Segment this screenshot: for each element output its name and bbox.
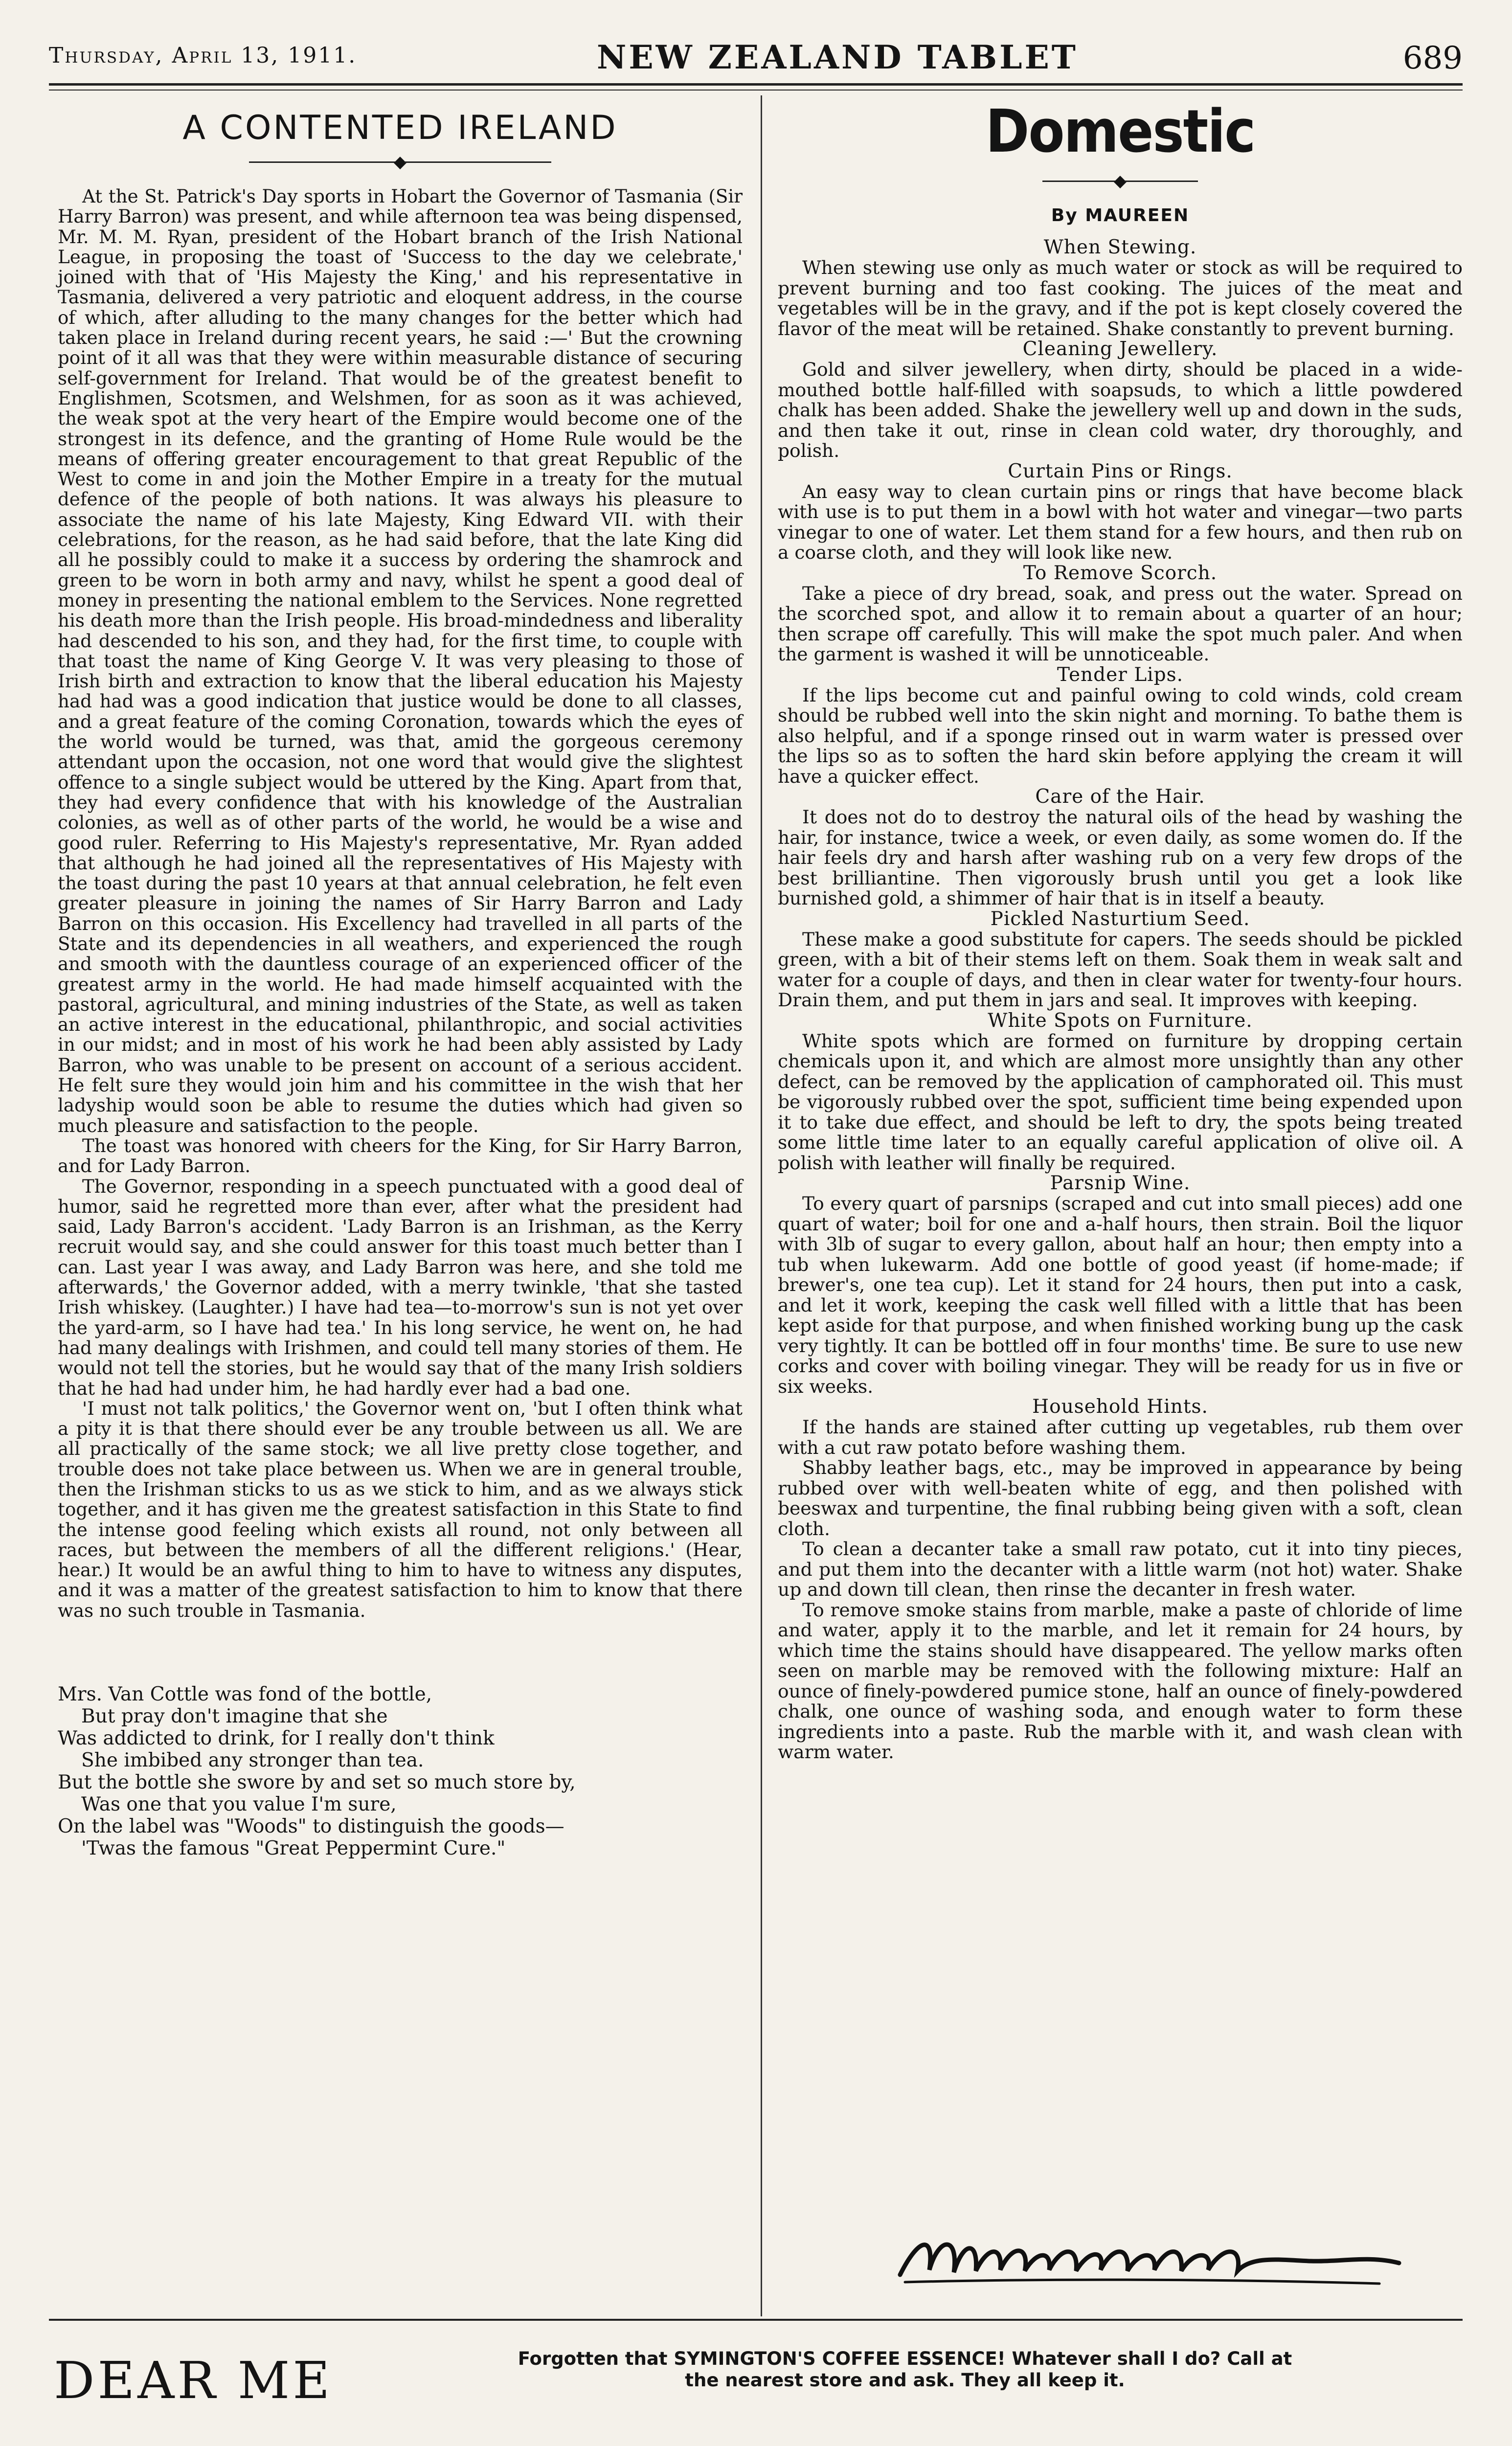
ad-line: the nearest store and ask. They all keep it.	[685, 2370, 1125, 2391]
right-column	[778, 98, 1463, 1763]
poem-line: She imbibed any stronger than tea.	[81, 1749, 424, 1772]
section-heading: Care of the Hair.	[1035, 786, 1205, 808]
coffee-essence-ad	[391, 2348, 1419, 2391]
title-ornament: ◆	[58, 152, 743, 172]
page-number: 689	[1402, 40, 1463, 76]
article-body	[58, 186, 743, 1621]
section-heading: Parsnip Wine.	[1050, 1172, 1191, 1194]
column-divider	[761, 95, 762, 2316]
section-paragraph: Gold and silver jewellery, when dirty, should be placed in a wide-mouthed bottle half-filled with soapsuds, to which a little powdered chalk has been added. Shake the jewellery well up and down in the suds, and then take it out, rinse in clean cold water, dry thoroughly, and polish.	[778, 359, 1463, 461]
ad-line: Forgotten that SYMINGTON'S COFFEE ESSENCE! Whatever shall I do? Call at	[518, 2348, 1292, 2369]
poem-line: But the bottle she swore by and set so much store by,	[58, 1771, 576, 1794]
domestic-ornament: ◆	[778, 171, 1463, 191]
section-heading: Cleaning Jewellery.	[1022, 338, 1218, 360]
poem-line: Was addicted to drink, for I really don't think	[58, 1727, 495, 1750]
domestic-title: Domestic	[985, 98, 1255, 166]
section-heading: Curtain Pins or Rings.	[1008, 460, 1233, 482]
section-heading: Tender Lips.	[1057, 663, 1184, 686]
footer-rule	[49, 2319, 1463, 2321]
header-rule-thin	[49, 90, 1463, 91]
page-header	[49, 38, 1463, 77]
signature-drawing	[890, 2216, 1414, 2289]
section-heading: Household Hints.	[1032, 1396, 1208, 1418]
section-paragraph: It does not do to destroy the natural oils of the head by washing the hair, for instance, twice a week, or even daily, as some women do. If the hair feels dry and harsh after washing rub on a very few drops of the best brilliantine. Then vigorously brush until you get a look like burnished gold, a shimmer of hair that is in itself a beauty.	[778, 806, 1463, 909]
byline: By MAUREEN	[1051, 205, 1190, 226]
domestic-body	[778, 237, 1463, 1763]
article-title: A CONTENTED IRELAND	[182, 109, 618, 147]
section-heading: Pickled Nasturtium Seed.	[990, 907, 1250, 930]
section-heading: White Spots on Furniture.	[988, 1009, 1253, 1032]
section-heading: To Remove Scorch.	[1023, 562, 1218, 584]
section-paragraph: To every quart of parsnips (scraped and cut into small pieces) add one quart of water; boil for one and a-half hours, then strain. Boil the liquor with 3lb of sugar to every gallon, about half an hour; then empty into a tub when lukewarm. Add one bottle of good yeast (if home-made; if brewer's, one tea cup). Let it stand for 24 hours, then put into a cask, and let it work, keeping the cask well filled with a little that has been kept aside for that purpose, and when finished working bung up the cask very tightly. It can be bottled off in four months' time. Be sure to use new corks and cover with boiling vinegar. They will be ready for us in five or six weeks.	[778, 1193, 1463, 1397]
article-paragraph: At the St. Patrick's Day sports in Hobart the Governor of Tasmania (Sir Harry Barron) was present, and while afternoon tea was being dispensed, Mr. M. M. Ryan, president of the Hobart branch of the Irish National League, in proposing the toast of 'Success to the day we celebrate,' joined with that of 'His Majesty the King,' and his representative in Tasmania, delivered a very patriotic and eloquent address, in the course of which, after alluding to the many changes for the better which had taken place in Ireland during recent years, he said :—' But the crowning point of it all was that they were within measurable distance of securing self-government for Ireland. That would be of the greatest benefit to Englishmen, Scotsmen, and Welshmen, for as soon as it was achieved, the weak spot at the very heart of the Empire would become one of the strongest in its defence, and the granting of Home Rule would be the means of offering greater encouragement to that great Republic of the West to come in and join the Mother Empire in a treaty for the mutual defence of the people of both nations. It was always his pleasure to associate the name of his late Majesty, King Edward VII. with their celebrations, for the reason, as he had said before, that the late King did all he possibly could to make it a success by ordering the shamrock and green to be worn in both army and navy, whilst he spent a good deal of money in presenting the national emblem to the Services. None regretted his death more than the Irish people. His broad-mindedness and liberality had descended to his son, and they had, for the first time, to couple with that toast the name of King George V. It was very pleasing to those of Irish birth and extraction to know that the liberal education his Majesty had had was a good indication that justice would be done to all classes, and a great feature of the coming Coronation, towards which the eyes of the world would be turned, was that, amid the gorgeous ceremony attendant upon the occasion, not one word that would give the slightest offence to a single subject would be uttered by the King. Apart from that, they had every confidence that with his knowledge of the Australian colonies, as well as of other parts of the world, he would be a wise and good ruler. Referring to His Majesty's representative, Mr. Ryan added that although he had joined all the representatives of His Majesty with the toast during the past 10 years at that annual celebration, he felt even greater pleasure in joining the names of Sir Harry Barron and Lady Barron on this occasion. His Excellency had travelled in all parts of the State and its dependencies in all weathers, and experienced the rough and smooth with the dauntless courage of an experienced officer of the greatest army in the world. He had made himself acquainted with the pastoral, agricultural, and mining industries of the State, as well as taken an active interest in the educational, philanthropic, and social activities in our midst; and in most of his work he had been ably assisted by Lady Barron, who was unable to be present on account of a serious accident. He felt sure they would join him and his committee in the wish that her ladyship would soon be able to resume the duties which had given so much pleasure and satisfaction to the people.	[58, 185, 743, 1136]
section-paragraph: To clean a decanter take a small raw potato, cut it into tiny pieces, and put them into the decanter with a little warm (not hot) water. Shake up and down till clean, then rinse the decanter in fresh water.	[778, 1538, 1463, 1600]
article-paragraph: The Governor, responding in a speech punctuated with a good deal of humor, said he regretted more than ever, after what the president had said, Lady Barron's accident. 'Lady Barron is an Irishman, as the Kerry recruit would say, and she could answer for this toast much better than I can. Last year I was away, and Lady Barron was here, and she told me afterwards,' the Governor added, with a merry twinkle, 'that she tasted Irish whiskey. (Laughter.) I have had tea—to-morrow's sun is not yet over the yard-arm, so I have had tea.' In his long service, he went on, he had had many dealings with Irishmen, and could tell many stories of them. He would not tell the stories, but he would say that of the many Irish soldiers that he had had under him, he had hardly ever had a bad one.	[58, 1175, 743, 1399]
article-paragraph: The toast was honored with cheers for the King, for Sir Harry Barron, and for Lady Barron.	[58, 1134, 743, 1177]
issue-date: Thursday, April 13, 1911.	[49, 43, 357, 68]
left-column	[58, 98, 743, 1859]
ad-headline: DEAR ME	[54, 2351, 333, 2410]
peppermint-poem	[58, 1683, 743, 1859]
section-heading: When Stewing.	[1043, 236, 1197, 258]
article-paragraph: 'I must not talk politics,' the Governor went on, 'but I often think what a pity it is that there should ever be any trouble between us all. We are all practically of the same stock; we all live pretty close together, and trouble does not take place between us. When we are in general trouble, then the Irishman sticks to us as we stick to him, and as we always stick together, and it has given me the greatest satisfaction in this State to find the intense good feeling which exists all round, not only between all races, but between the members of all the different religions.' (Hear, hear.) It would be an awful thing to him to have to witness any disputes, and it was a matter of the greatest satisfaction to him to know that there was no such trouble in Tasmania.	[58, 1397, 743, 1621]
section-paragraph: These make a good substitute for capers. The seeds should be pickled green, with a bit of their stems left on them. Soak them in weak salt and water for a couple of days, and then in clear water for twenty-four hours. Drain them, and put them in jars and seal. It improves with keeping.	[778, 928, 1463, 1011]
section-paragraph: Shabby leather bags, etc., may be improved in appearance by being rubbed over with well-beaten white of egg, and then polished with beeswax and turpentine, the final rubbing being given with a soft, clean cloth.	[778, 1457, 1463, 1540]
section-paragraph: If the hands are stained after cutting up vegetables, rub them over with a cut raw potato before washing them.	[778, 1416, 1463, 1458]
section-paragraph: Take a piece of dry bread, soak, and press out the water. Spread on the scorched spot, and allow it to remain about a quarter of an hour; then scrape off carefully. This will make the spot much paler. And when the garment is washed it will be unnoticeable.	[778, 582, 1463, 665]
header-rule	[49, 83, 1463, 86]
poem-line: Mrs. Van Cottle was fond of the bottle,	[58, 1683, 432, 1706]
poem-line: Was one that you value I'm sure,	[81, 1793, 397, 1816]
poem-line: 'Twas the famous "Great Peppermint Cure."	[81, 1837, 506, 1860]
poem-line: On the label was "Woods" to distinguish the goods—	[58, 1815, 564, 1838]
section-paragraph: White spots which are formed on furniture by dropping certain chemicals upon it, and which are almost more unsightly than any other defect, can be removed by the application of camphorated oil. This must be vigorously rubbed over the spot, sufficient time being expended upon it to take due effect, and should be left to dry, the spots being treated some little time later to an equally careful application of olive oil. A polish with leather will finally be required.	[778, 1030, 1463, 1174]
masthead-title: NEW ZEALAND TABLET	[597, 38, 1078, 76]
section-paragraph: To remove smoke stains from marble, make a paste of chloride of lime and water, apply it to the marble, and let it remain for 24 hours, by which time the stains should have disappeared. The yellow marks often seen on marble may be removed with the following mixture: Half an ounce of finely-powdered pumice stone, half an ounce of finely-powdered chalk, one ounce of washing soda, and enough water to form these ingredients into a paste. Rub the marble with it, and wash clean with warm water.	[778, 1599, 1463, 1763]
section-paragraph: If the lips become cut and painful owing to cold winds, cold cream should be rubbed well into the skin night and morning. To bathe them is also helpful, and if a sponge rinsed out in warm water is pressed over the lips so as to soften the hard skin before applying the cream it will have a quicker effect.	[778, 684, 1463, 787]
section-paragraph: An easy way to clean curtain pins or rings that have become black with use is to put them in a bowl with hot water and vinegar—two parts vinegar to one of water. Let them stand for a few hours, and then rub on a coarse cloth, and they will look like new.	[778, 480, 1463, 563]
poem-line: But pray don't imagine that she	[81, 1705, 388, 1728]
maureen-signature	[890, 2216, 1414, 2289]
section-paragraph: When stewing use only as much water or stock as will be required to prevent burning and too fast cooking. The juices of the meat and vegetables will be in the gravy, and if the pot is kept closely covered the flavor of the meat will be retained. Shake constantly to prevent burning.	[778, 257, 1463, 340]
